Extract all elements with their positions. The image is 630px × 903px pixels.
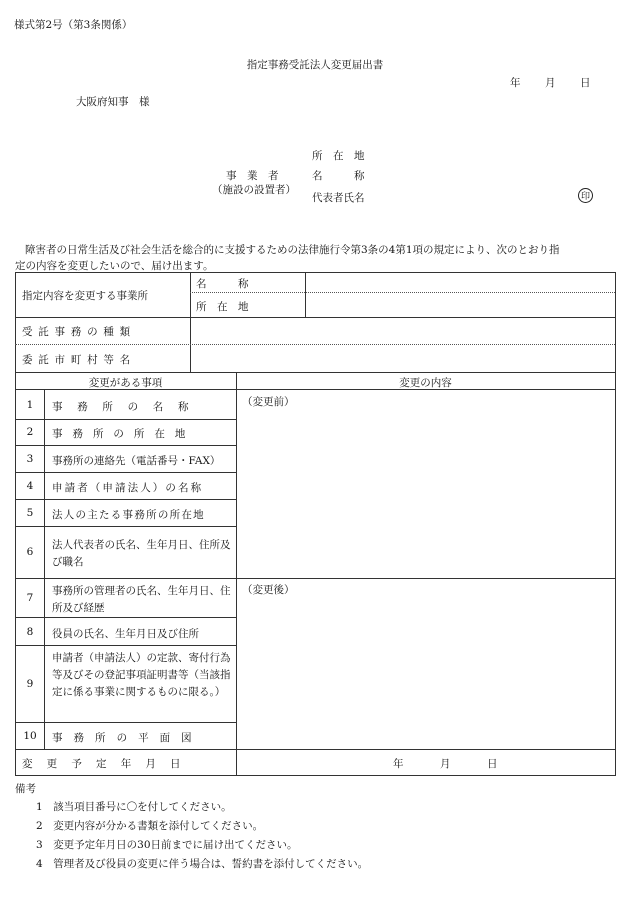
note-item: 2 変更内容が分かる書類を添付してください。 xyxy=(36,820,264,832)
planned-day: 日 xyxy=(487,758,498,770)
item-number[interactable]: 8 xyxy=(26,626,34,638)
applicant-label: 事 業 者 xyxy=(226,170,279,182)
item-text: 法人の主たる事務所の所在地 xyxy=(52,509,205,521)
before-content-field[interactable] xyxy=(240,410,610,575)
notes-title: 備考 xyxy=(15,783,36,795)
municipality-field[interactable] xyxy=(195,348,610,370)
applicant-name-label: 名 称 xyxy=(312,170,365,182)
applicant-sublabel: （施設の設置者） xyxy=(212,184,296,196)
date-year: 年 xyxy=(510,77,521,89)
entrusted-type-label: 受託事務の種類 xyxy=(22,326,136,338)
applicant-address-label: 所 在 地 xyxy=(312,150,365,162)
item-text: 法人代表者の氏名、生年月日、住所及び職名 xyxy=(52,539,231,568)
item-number[interactable]: 2 xyxy=(26,426,34,438)
item-text: 申請者（申請法人）の名称 xyxy=(52,482,204,494)
seal-icon: 印 xyxy=(578,188,593,203)
item-text: 事務所の名称 xyxy=(52,401,204,413)
note-item: 4 管理者及び役員の変更に伴う場合は、誓約書を添付してください。 xyxy=(36,858,369,870)
item-text: 役員の氏名、生年月日及び住所 xyxy=(52,628,199,640)
planned-date-label: 変更予定年月日 xyxy=(22,758,195,770)
office-label: 指定内容を変更する事業所 xyxy=(22,290,148,302)
intro-text-2: 定の内容を変更したいので、届け出ます。 xyxy=(15,260,214,272)
content-header: 変更の内容 xyxy=(399,377,452,389)
municipality-label: 委託市町村等名 xyxy=(22,354,136,366)
note-item: 1 該当項目番号に〇を付してください。 xyxy=(36,801,232,813)
item-number[interactable]: 4 xyxy=(26,480,34,492)
items-header: 変更がある事項 xyxy=(88,377,163,389)
item-number[interactable]: 5 xyxy=(26,507,34,519)
office-address-field[interactable] xyxy=(310,296,610,314)
office-address-label: 所 在 地 xyxy=(196,301,249,313)
date-day: 日 xyxy=(580,77,591,89)
date-month: 月 xyxy=(545,77,556,89)
item-number[interactable]: 6 xyxy=(26,546,34,558)
after-label: （変更後） xyxy=(242,584,295,596)
office-name-field[interactable] xyxy=(310,276,610,291)
page-title: 指定事務受託法人変更届出書 xyxy=(246,59,384,71)
item-number[interactable]: 1 xyxy=(26,399,34,411)
item-number[interactable]: 10 xyxy=(23,730,37,742)
item-number[interactable]: 9 xyxy=(26,678,34,690)
before-label: （変更前） xyxy=(242,396,295,408)
note-item: 3 変更予定年月日の30日前までに届け出てください。 xyxy=(36,839,298,851)
intro-text-1: 障害者の日常生活及び社会生活を総合的に支援するための法律施行令第3条の4第1項の規定により、次のとおり指 xyxy=(25,244,560,256)
item-text: 事務所の所在地 xyxy=(52,428,196,440)
planned-month: 月 xyxy=(440,758,451,770)
item-number[interactable]: 7 xyxy=(26,592,34,604)
office-name-label: 名 称 xyxy=(196,278,249,290)
addressee: 大阪府知事 様 xyxy=(76,96,150,108)
item-text: 事務所の平面図 xyxy=(52,732,203,744)
entrusted-type-field[interactable] xyxy=(195,320,610,342)
item-number[interactable]: 3 xyxy=(26,453,34,465)
after-content-field[interactable] xyxy=(240,598,610,746)
item-text: 申請者（申請法人）の定款、寄付行為等及びその登記事項証明書等（当該指定に係る事業に関するものに限る。） xyxy=(52,652,231,698)
item-text: 事務所の連絡先（電話番号・FAX） xyxy=(52,455,221,467)
form-number: 様式第2号（第3条関係） xyxy=(14,19,133,31)
applicant-rep-label: 代表者氏名 xyxy=(312,192,365,204)
item-text: 事務所の管理者の氏名、生年月日、住所及び経歴 xyxy=(52,585,231,614)
planned-year: 年 xyxy=(393,758,404,770)
